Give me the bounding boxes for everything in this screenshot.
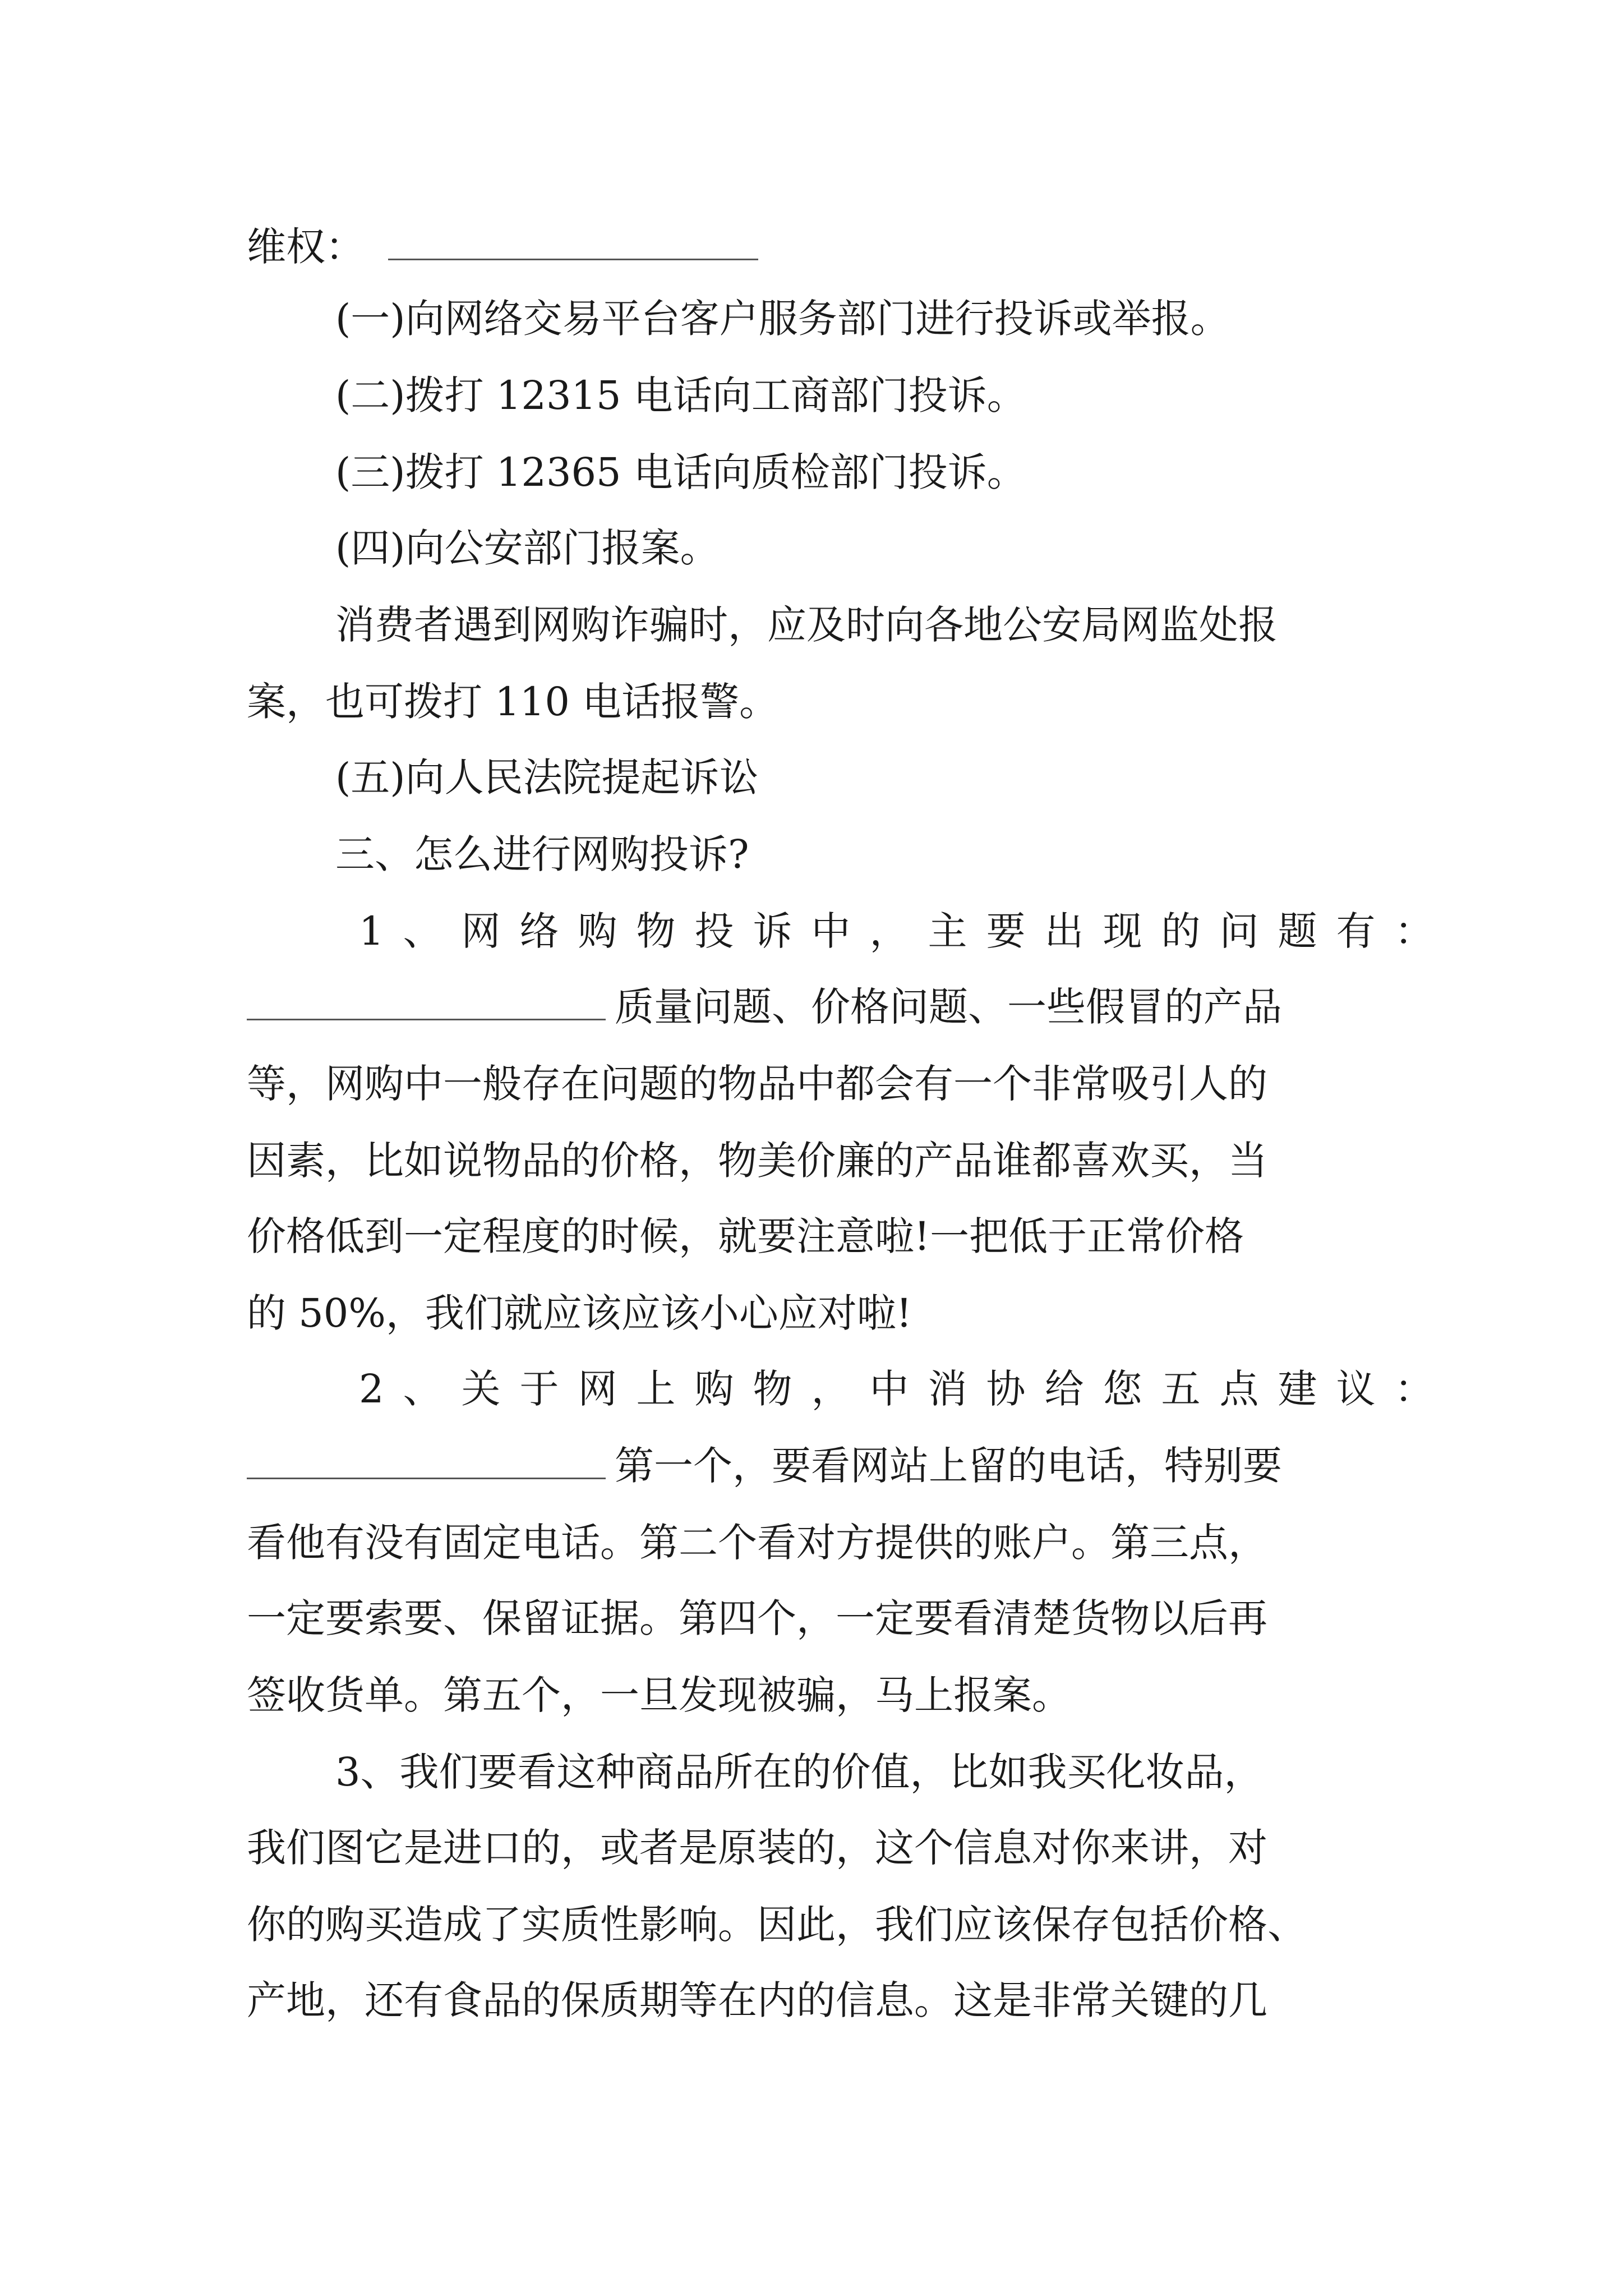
- paragraph-line: 价格低到一定程度的时候，就要注意啦!一把低于正常价格: [247, 1213, 1244, 1259]
- list-item: (四)向公安部门报案。: [335, 525, 720, 571]
- list-item: (一)向网络交易平台客户服务部门进行投诉或举报。: [335, 296, 1230, 342]
- paragraph-line: 因素，比如说物品的价格，物美价廉的产品谁都喜欢买，当: [247, 1138, 1267, 1184]
- paragraph-line: 看他有没有固定电话。第二个看对方提供的账户。第三点，: [247, 1520, 1267, 1566]
- paragraph-text: 第一个，要看网站上留的电话，特别要: [615, 1443, 1282, 1489]
- list-item: (三)拨打 12365 电话向质检部门投诉。: [335, 449, 1026, 495]
- list-item: (二)拨打 12315 电话向工商部门投诉。: [335, 372, 1026, 418]
- label-weiquan: 维权：: [247, 224, 365, 270]
- paragraph-line: 1、网络购物投诉中，主要出现的问题有：: [359, 908, 1453, 954]
- section-heading: 三、怎么进行网购投诉?: [335, 831, 749, 877]
- paragraph-text: 质量问题、价格问题、一些假冒的产品: [615, 984, 1282, 1030]
- list-item: (五)向人民法院提起诉讼: [335, 754, 759, 800]
- paragraph-line: 等，网购中一般存在问题的物品中都会有一个非常吸引人的: [247, 1061, 1267, 1107]
- fill-in-blank: [388, 225, 758, 260]
- paragraph-line: 你的购买造成了实质性影响。因此，我们应该保存包括价格、: [247, 1902, 1307, 1948]
- paragraph-line: 我们图它是进口的，或者是原装的，这个信息对你来讲，对: [247, 1825, 1267, 1871]
- paragraph-line: 一定要索要、保留证据。第四个，一定要看清楚货物以后再: [247, 1595, 1267, 1641]
- paragraph-line: 2、关于网上购物，中消协给您五点建议：: [359, 1366, 1453, 1412]
- text-line: [247, 1438, 1282, 1494]
- paragraph-line: 签收货单。第五个，一旦发现被骗，马上报案。: [247, 1672, 1071, 1718]
- paragraph-line: 消费者遇到网购诈骗时，应及时向各地公安局网监处报: [335, 602, 1278, 648]
- paragraph-line: 的 50%，我们就应该应该小心应对啦!: [247, 1290, 912, 1336]
- paragraph-line: 产地，还有食品的保质期等在内的信息。这是非常关键的几: [247, 1977, 1267, 2023]
- fill-in-blank: [247, 985, 606, 1020]
- text-line: [247, 219, 758, 275]
- paragraph-line: 案，也可拨打 110 电话报警。: [247, 679, 779, 725]
- text-line: [247, 979, 1282, 1035]
- paragraph-line: 3、我们要看这种商品所在的价值，比如我买化妆品，: [335, 1749, 1264, 1795]
- fill-in-blank: [247, 1444, 606, 1479]
